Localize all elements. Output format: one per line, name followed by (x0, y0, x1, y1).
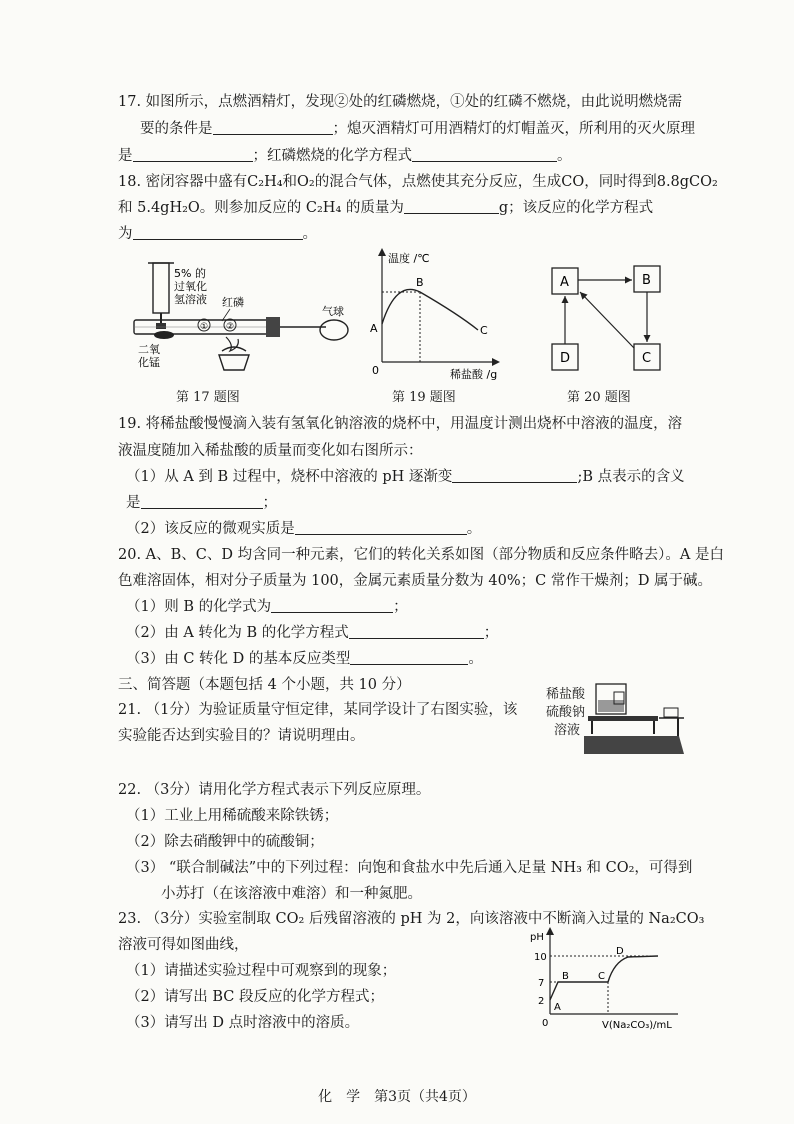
answer-blank[interactable] (133, 225, 303, 240)
q20-line1: 20. A、B、C、D 均含同一种元素，它们的转化关系如图（部分物质和反应条件略去）。A 是白 (118, 547, 724, 563)
label-red-phosphorus: 红磷 (222, 296, 244, 309)
node-c: C (642, 351, 652, 366)
q21-balance-figure (584, 674, 694, 764)
fig19-xlabel: 稀盐酸 /g (450, 368, 498, 381)
label-h2o2-2: 过氧化 (174, 280, 207, 293)
q17-line2: 要的条件是 ；熄灭酒精灯可用酒精灯的灯帽盖灭，所利用的灭火原理 (140, 121, 695, 137)
fig20-caption: 第 20 题图 (567, 390, 631, 405)
tick-10: 10 (534, 952, 547, 963)
fig23-ylabel: pH (530, 932, 544, 943)
node-a: A (560, 275, 569, 290)
q20-line4: （2）由 A 转化为 B 的化学方程式 ； (126, 625, 499, 641)
point-d: D (616, 946, 624, 957)
point-b: B (562, 971, 569, 982)
answer-blank[interactable] (133, 147, 253, 162)
label-h2o2-1: 5% 的 (174, 267, 206, 280)
q23-line2: 溶液可得如图曲线， (118, 937, 249, 953)
label-mno2-1: 二氧 (138, 343, 160, 356)
q21-line2: 实验能否达到实验目的？请说明理由。 (118, 728, 365, 744)
fig23-ph-graph (528, 924, 698, 1034)
marker-1: ① (200, 322, 209, 332)
page-footer: 化 学 第3页（共4页） (318, 1089, 476, 1105)
node-b: B (642, 273, 651, 288)
section-heading: 三、简答题（本题包括 4 个小题，共 10 分） (118, 677, 411, 693)
q23-line5: （3）请写出 D 点时溶液中的溶质。 (126, 1015, 360, 1031)
q19-line4: 是 ； (126, 495, 277, 511)
answer-blank[interactable] (404, 199, 499, 214)
fig17-caption: 第 17 题图 (176, 390, 240, 405)
q22-line3: （2）除去硝酸钾中的硫酸铜； (126, 834, 324, 850)
fig19-caption: 第 19 题图 (392, 390, 456, 405)
label-mno2-2: 化锰 (138, 356, 160, 369)
point-a: A (370, 322, 378, 335)
q22-line4: （3） “联合制碱法”中的下列过程：向饱和食盐水中先后通入足量 NH₃ 和 CO₂，可得到 (126, 860, 693, 876)
q18-line1: 18. 密闭容器中盛有C₂H₄和O₂的混合气体，点燃使其充分反应，生成CO，同时得到8.8gCO₂ (118, 174, 718, 190)
fig23-origin: 0 (542, 1018, 549, 1029)
point-c: C (598, 971, 605, 982)
q23-line4: （2）请写出 BC 段反应的化学方程式； (126, 989, 384, 1005)
q20-line5: （3）由 C 转化 D 的基本反应类型 。 (126, 651, 483, 667)
fig17-apparatus (126, 255, 356, 375)
q17-line1: 17. 如图所示，点燃酒精灯，发现②处的红磷燃烧，①处的红磷不燃烧，由此说明燃烧需 (118, 94, 683, 110)
point-b: B (416, 276, 424, 289)
answer-blank[interactable] (350, 650, 468, 665)
answer-blank[interactable] (141, 494, 263, 509)
q19-line2: 液温度随加入稀盐酸的质量而变化如右图所示： (118, 443, 423, 459)
answer-blank[interactable] (412, 147, 557, 162)
tick-7: 7 (538, 978, 545, 989)
point-c: C (480, 324, 488, 337)
q20-line3: （1）则 B 的化学式为 ； (126, 599, 408, 615)
q19-line3: （1）从 A 到 B 过程中，烧杯中溶液的 pH 逐渐变 ;B 点表示的含义 (126, 469, 685, 485)
q18-line3: 为 。 (118, 226, 317, 242)
q22-line5: 小苏打（在该溶液中难溶）和一种氮肥。 (161, 886, 422, 902)
fig20-diagram (546, 262, 666, 377)
q17-line3: 是 ；红磷燃烧的化学方程式 。 (118, 148, 572, 164)
q22-line1: 22. （3分）请用化学方程式表示下列反应原理。 (118, 782, 431, 798)
q19-line5: （2）该反应的微观实质是 。 (126, 521, 482, 537)
q23-line1: 23. （3分）实验室制取 CO₂ 后残留溶液的 pH 为 2，向该溶液中不断滴入过量的 Na₂CO₃ (118, 911, 705, 927)
fig19-ylabel: 温度 /℃ (388, 252, 430, 265)
point-a: A (554, 1002, 561, 1013)
fig19-origin: 0 (372, 364, 379, 377)
fig23-xlabel: V(Na₂CO₃)/mL (602, 1020, 672, 1031)
answer-blank[interactable] (213, 120, 333, 135)
label-balloon: 气球 (322, 305, 344, 318)
q21-line1: 21. （1分）为验证质量守恒定律，某同学设计了右图实验，该 (118, 702, 518, 718)
q18-line2: 和 5.4gH₂O。则参加反应的 C₂H₄ 的质量为 g；该反应的化学方程式 (118, 200, 654, 216)
q22-line2: （1）工业上用稀硫酸来除铁锈； (126, 808, 339, 824)
q20-line2: 色难溶固体，相对分子质量为 100，金属元素质量分数为 40%；C 常作干燥剂；D 属于碱。 (118, 573, 713, 589)
marker-2: ② (226, 322, 235, 332)
q19-line1: 19. 将稀盐酸慢慢滴入装有氢氧化钠溶液的烧杯中，用温度计测出烧杯中溶液的温度，溶 (118, 416, 683, 432)
q21-fig-label: 稀盐酸 硫酸钠 溶液 (546, 687, 586, 738)
answer-blank[interactable] (295, 520, 467, 535)
label-h2o2-3: 氢溶液 (174, 293, 207, 306)
tick-2: 2 (538, 996, 545, 1007)
fig19-graph (366, 242, 516, 387)
answer-blank[interactable] (452, 468, 577, 483)
node-d: D (560, 351, 571, 366)
answer-blank[interactable] (271, 598, 393, 613)
q23-line3: （1）请描述实验过程中可观察到的现象； (126, 963, 397, 979)
answer-blank[interactable] (349, 624, 484, 639)
